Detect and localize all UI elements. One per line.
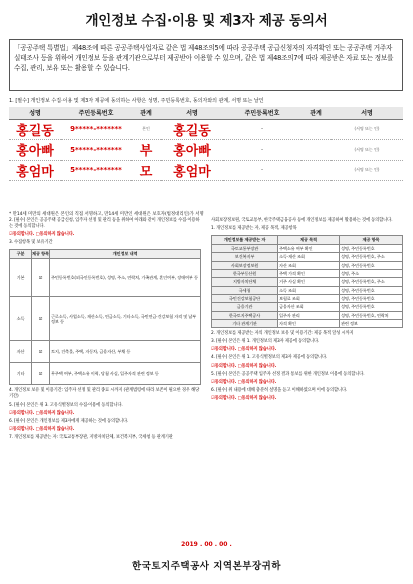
header-signature-2: 서명 — [331, 107, 403, 119]
left-column — [9, 218, 201, 443]
th-purpose: 제공 목적 — [278, 236, 340, 245]
purpose-cell: 거주 사실 확인 — [278, 278, 340, 286]
recipient-cell: 국세청 — [212, 286, 278, 294]
signer-signature[interactable]: 홍아빠 — [173, 144, 211, 160]
signer-relation: 부 — [139, 144, 153, 160]
category-cell: 소득 — [10, 297, 32, 341]
signer-id-2: - — [261, 126, 263, 133]
agree-text: 동의합니다. □동의하지 않습니다. — [12, 232, 75, 238]
clause-4: 4. 개인정보 보유 및 이용기간: 입주자 선정 및 관리 종료 시까지 (관계법령에 따라 보존이 필요한 경우 해당 기간) — [9, 388, 200, 400]
signer-id: 5*****-******* — [70, 145, 122, 154]
details-cell: 토지, 건축물, 주택, 자동차, 금융자산, 부채 등 — [50, 341, 201, 363]
table-row — [212, 311, 403, 319]
signer-name: 홍엄마 — [16, 164, 54, 180]
table-row — [10, 341, 201, 363]
table-row — [212, 278, 403, 286]
items-cell: 관련 정보 — [340, 319, 403, 327]
clause-5: 5. [필수] 본인은 위 3. 고유식별정보의 수집·이용에 동의합니다. — [9, 402, 123, 408]
items-cell: 성명, 주민등록번호, 주소 — [340, 278, 403, 286]
recipient-cell: 국토교통부장관 — [212, 245, 278, 253]
header-id-2: 주민등록번호 — [223, 107, 301, 119]
checkbox-checked[interactable]: ☑ — [211, 363, 215, 369]
signer-signature[interactable]: 홍엄마 — [173, 164, 211, 180]
form-footer: 한국토지주택공사 지역본부장귀하 — [132, 561, 281, 572]
agree-line — [9, 232, 201, 238]
details-cell: 주민등록번호(외국인등록번호), 성명, 주소, 연락처, 가족관계, 혼인여부, 장애여부 등 — [50, 259, 201, 297]
checkbox-checked[interactable]: ☑ — [9, 426, 13, 432]
clause-1: 1. 개인정보를 제공받는 자, 제공 목적, 제공항목 — [211, 226, 297, 232]
right-column — [211, 218, 403, 404]
form-title: 개인정보 수집·이용 및 제3자 제공 동의서 — [85, 13, 328, 29]
recipient-cell: 기타 관계기관 — [212, 319, 278, 327]
purpose-cell: 금융자산 조회 — [278, 303, 340, 311]
signature-row — [9, 119, 403, 140]
clause-3: 3. 수집항목 및 보유기간 — [9, 240, 53, 246]
th-details: 개인정보 내역 — [50, 250, 201, 259]
signature-placeholder[interactable]: (서명 또는 인) — [354, 126, 380, 132]
purpose-cell: 자산 조회 — [278, 261, 340, 269]
agree-text: 동의합니다. □동의하지 않습니다. — [12, 426, 75, 432]
signature-section-header: 1. [필수] 개인정보 수집·이용 및 제3자 제공에 동의하는 사항은 성명, 주민등록번호, 동의자와의 관계, 서명 또는 날인 — [9, 98, 264, 104]
items-cell: 성명, 주민등록번호 — [340, 303, 403, 311]
table-row — [212, 261, 403, 269]
purpose-cell: 소득·재산 조회 — [278, 253, 340, 261]
signature-table-header-row — [9, 107, 403, 119]
agree-text: 동의합니다. □동의하지 않습니다. — [214, 379, 277, 385]
items-cell: 성명, 주민등록번호, 주소 — [340, 253, 403, 261]
signature-note: * 만14세 미만의 세대원은 본인의 직접 서명하고, 만14세 미만인 세대원은 보호자(법정대리인)가 서명 — [9, 212, 204, 217]
category-cell: 기타 — [10, 363, 32, 385]
table-row — [212, 294, 403, 302]
purpose-cell: 입주자 관리 — [278, 311, 340, 319]
table-row — [212, 253, 403, 261]
agree-text: 동의합니다. □동의하지 않습니다. — [214, 395, 277, 401]
signature-row — [9, 140, 403, 161]
items-cell: 성명, 주민등록번호 — [340, 294, 403, 302]
recipient-cell: 한국부동산원 — [212, 270, 278, 278]
signer-id-2: - — [261, 146, 263, 153]
table-row — [212, 319, 403, 327]
clause-6: 6. [필수] 본인은 개인정보를 제3자에게 제공하는 것에 동의합니다. — [9, 418, 129, 424]
items-cell: 성명, 주민등록번호 — [340, 286, 403, 294]
intro-box: 「공공주택 특별법」제48조에 따른 공공주택사업자로 같은 법 제48조의5에 따라 공공주택 공급신청자의 자격확인 또는 공공주택 거주자 실태조사 등을 위하여 개인정보 등을 관계기관으로부터 제공받아 이용할 수 있으며, 같은 법 제48조의7에 따라 제공받은 자료 또는 정보를 수집, 관리, 보유 또는 활용할 수 있습니다. — [9, 39, 403, 91]
agree-line — [211, 396, 403, 402]
checkbox-cell[interactable]: ☑ — [32, 363, 50, 385]
checkbox-cell[interactable]: ☑ — [32, 259, 50, 297]
recipient-cell: 국민건강보험공단 — [212, 294, 278, 302]
agree-line — [211, 380, 403, 386]
recipient-cell: 사회보장정보원 — [212, 261, 278, 269]
header-id: 주민등록번호 — [61, 107, 131, 119]
table-row — [10, 297, 201, 341]
recipient-cell: 보건복지부 — [212, 253, 278, 261]
signer-relation: 본인 — [142, 126, 150, 132]
header-relation-2: 관계 — [301, 107, 331, 119]
table-row — [212, 303, 403, 311]
recipient-cell: 한국토지주택공사 — [212, 311, 278, 319]
table-row — [212, 245, 403, 253]
category-cell: 기본 — [10, 259, 32, 297]
signer-relation: 모 — [139, 164, 153, 180]
agree-text: 동의합니다. □동의하지 않습니다. — [12, 410, 75, 416]
checkbox-checked[interactable]: ☑ — [9, 232, 13, 238]
items-cell: 성명, 주민등록번호 — [340, 245, 403, 253]
items-cell: 성명, 주민등록번호 — [340, 261, 403, 269]
signature-table — [9, 107, 403, 181]
category-cell: 자산 — [10, 341, 32, 363]
agree-text: 동의합니다. □동의하지 않습니다. — [214, 363, 277, 369]
agree-line — [211, 364, 403, 370]
th-provided: 제공 항목 — [32, 250, 50, 259]
items-cell: 성명, 주소 — [340, 270, 403, 278]
signer-signature[interactable]: 홍길동 — [173, 123, 211, 139]
purpose-cell: 주택 가격 확인 — [278, 270, 340, 278]
checkbox-checked[interactable]: ☑ — [211, 379, 215, 385]
clause-2: 2. 개인정보를 제공받는 자의 개인정보 보유 및 이용기간: 제공 목적 달성 시까지 — [211, 331, 354, 337]
clause-7: 7. 개인정보를 제공받는 자: 국토교통부장관, 지방자치단체, 보건복지부, 국세청 등 관계기관 — [9, 434, 173, 440]
signer-id: 9*****-******* — [70, 125, 122, 134]
purpose-cell: 자격 확인 — [278, 319, 340, 327]
recipient-cell: 지방자치단체 — [212, 278, 278, 286]
signer-name: 홍길동 — [16, 123, 54, 139]
table-row — [212, 286, 403, 294]
th-category: 구분 — [10, 250, 32, 259]
signer-name: 홍아빠 — [16, 144, 54, 160]
th-recipient: 개인정보를 제공받는 자 — [212, 236, 278, 245]
signature-placeholder[interactable]: (서명 또는 인) — [354, 167, 380, 173]
header-relation: 관계 — [131, 107, 161, 119]
table-row — [10, 363, 201, 385]
agree-text: 동의합니다. □동의하지 않습니다. — [214, 347, 277, 353]
signer-id: 5*****-******* — [70, 166, 122, 175]
clause-3: 3. [필수] 본인은 위 1. 개인정보의 제3자 제공에 동의합니다. — [211, 339, 320, 345]
form-date: 2019 . 00 . 00 . — [181, 541, 232, 548]
collection-items-table — [9, 249, 201, 385]
header-name: 성명 — [9, 107, 61, 119]
clause-2: 2. [필수] 본인은 공공주택 공급신청, 입주자 선정 및 관리 등을 위하여 아래와 같이 개인정보를 수집·이용하는 것에 동의합니다. — [9, 218, 200, 230]
details-cell: 근로소득, 사업소득, 재산소득, 연금소득, 기타소득, 국민연금·건강보험 자격 및 납부 정보 등 — [50, 297, 201, 341]
header-signature: 서명 — [161, 107, 223, 119]
agree-line — [9, 427, 201, 433]
checkbox-cell[interactable]: ☑ — [32, 297, 50, 341]
purpose-cell: 소득 조회 — [278, 286, 340, 294]
agree-line — [211, 347, 403, 353]
purpose-cell: 주택소유 여부 확인 — [278, 245, 340, 253]
signature-row — [9, 160, 403, 181]
clause-4: 4. [필수] 본인은 위 1. 고유식별정보의 제3자 제공에 동의합니다. — [211, 355, 328, 361]
agree-line — [9, 411, 201, 417]
table-row — [212, 270, 403, 278]
signature-placeholder[interactable]: (서명 또는 인) — [354, 146, 380, 152]
checkbox-checked[interactable]: ☑ — [211, 347, 215, 353]
third-party-table — [211, 235, 403, 328]
recipient-cell: 금융기관 — [212, 303, 278, 311]
items-cell: 성명, 주민등록번호, 연락처 — [340, 311, 403, 319]
signer-id-2: - — [261, 167, 263, 174]
details-cell: 무주택 여부, 주택소유 이력, 당첨 사실, 입주자격 관련 정보 등 — [50, 363, 201, 385]
clause-intro: 사회보장정보원, 국토교통부, 한국주택금융공사 등에 개인정보를 제공하여 활용하는 것에 동의합니다. — [211, 218, 393, 223]
checkbox-cell[interactable]: ☑ — [32, 341, 50, 363]
table-row — [10, 259, 201, 297]
checkbox-checked[interactable]: ☑ — [9, 410, 13, 416]
purpose-cell: 보험료 조회 — [278, 294, 340, 302]
clause-5: 5. [필수] 본인은 공공주택 입주자 선정 결과 통보를 위한 개인정보 이용에 동의합니다. — [211, 371, 365, 377]
checkbox-checked[interactable]: ☑ — [211, 395, 215, 401]
th-items: 제공 항목 — [340, 236, 403, 245]
clause-6: 6. [필수] 위 내용에 대해 충분히 설명을 듣고 이해하였으며 이에 동의합니다. — [211, 387, 348, 393]
